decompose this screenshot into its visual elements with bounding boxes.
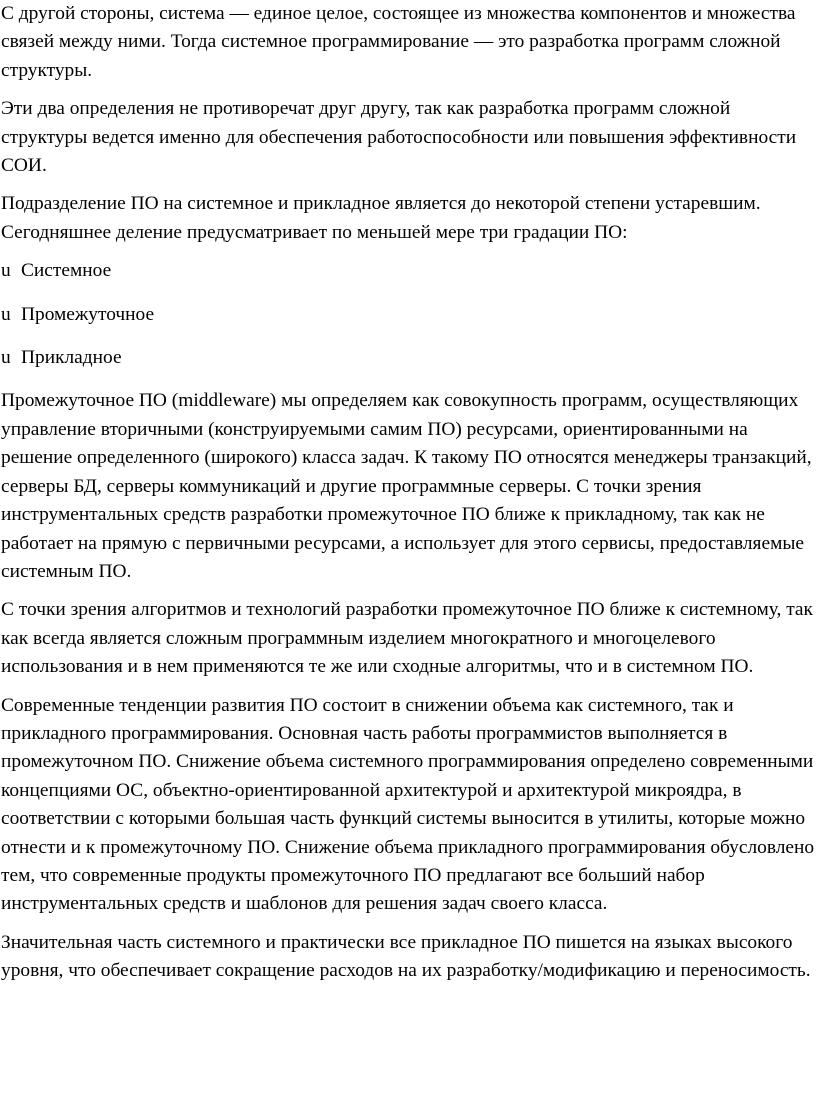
list-item-applied — [1, 344, 816, 372]
paragraph-development-trends: Современные тенденции развития ПО состоит в снижении объема как системного, так и прикладного программирования. Основная часть работы программистов выполняется в промежуточном ПО. Снижение объема системного программирования определено современными концепциями ОС, объектно-ориентированной архитектурой и архитектурой микроядра, в соответствии с которыми большая часть функций системы выносится в утилиты, которые можно отнести и к промежуточному ПО. Снижение объема прикладного программирования обусловлено тем, что современные продукты промежуточного ПО предлагают все больший набор инструментальных средств и шаблонов для решения задач своего класса. — [1, 694, 815, 915]
list-item-middleware — [1, 301, 816, 329]
list-item-label: Промежуточное — [21, 303, 155, 325]
list-item-system — [1, 257, 816, 285]
paragraph-definitions-compatible: Эти два определения не противоречат друг другу, так как разработка программ сложной структуры ведется именно для обеспечения работоспособности или повышения эффективности СОИ. — [1, 98, 797, 177]
paragraph-middleware-algorithms: С точки зрения алгоритмов и технологий разработки промежуточное ПО ближе к системному, так как всегда является сложным программным изделием многократного и многоцелевого использования и в нем применяются те же или сходные алгоритмы, что и в системном ПО. — [1, 599, 813, 678]
bullet-marker: u — [1, 260, 11, 282]
bullet-marker: u — [1, 347, 11, 369]
list-item-label: Системное — [21, 260, 112, 282]
paragraph-high-level-languages: Значительная часть системного и практически все прикладное ПО пишется на языках высокого уровня, что обеспечивает сокращение расходов на их разработку/модификацию и переносимость. — [1, 931, 811, 982]
bullet-marker: u — [1, 303, 11, 325]
paragraph-middleware-definition: Промежуточное ПО (middleware) мы определяем как совокупность программ, осуществляющих управление вторичными (конструируемыми самим ПО) ресурсами, ориентированными на решение определенного (широкого) класса задач. К такому ПО относятся менеджеры транзакций, серверы БД, серверы коммуникаций и другие программные серверы. С точки зрения инструментальных средств разработки промежуточное ПО ближе к прикладному, так как не работает на прямую с первичными ресурсами, а использует для этого сервисы, предоставляемые системным ПО. — [1, 390, 812, 582]
list-item-label: Прикладное — [21, 347, 122, 369]
paragraph-system-definition: С другой стороны, система — единое целое, состоящее из множества компонентов и множества связей между ними. Тогда системное программирование — это разработка программ сложной структуры. — [1, 3, 796, 81]
paragraph-software-classification: Подразделение ПО на системное и прикладное является до некоторой степени устаревшим. Сегодняшнее деление предусматривает по меньшей мере три градации ПО: — [1, 193, 761, 243]
